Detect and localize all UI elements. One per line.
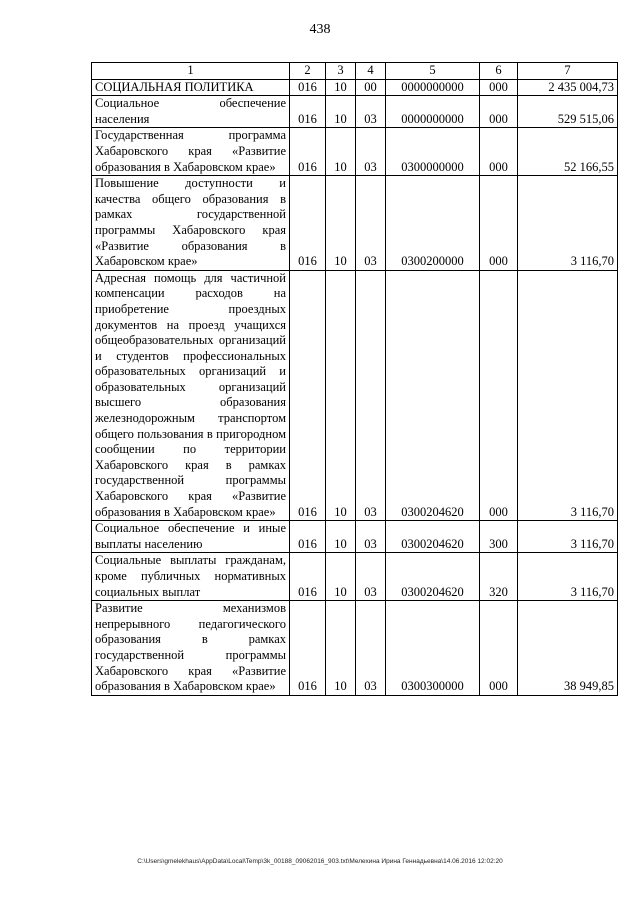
section-code-cell: 10 (326, 176, 356, 271)
section-code-cell: 10 (326, 128, 356, 176)
amount-cell: 3 116,70 (518, 270, 618, 521)
expense-type-cell: 300 (480, 521, 518, 553)
column-header: 7 (518, 63, 618, 80)
column-header-row (92, 63, 618, 80)
target-article-cell: 0000000000 (386, 79, 480, 96)
amount-cell: 3 116,70 (518, 176, 618, 271)
ministry-code-cell: 016 (290, 96, 326, 128)
subsection-code-cell: 03 (356, 176, 386, 271)
ministry-code-cell: 016 (290, 128, 326, 176)
expense-type-cell: 000 (480, 176, 518, 271)
target-article-cell: 0000000000 (386, 96, 480, 128)
column-header: 6 (480, 63, 518, 80)
subsection-code-cell: 03 (356, 553, 386, 601)
expense-type-cell: 000 (480, 79, 518, 96)
amount-cell: 3 116,70 (518, 521, 618, 553)
row-name-cell: Адресная помощь для частичной компенсации расходов на приобретение проездных документов на проезд учащихся общеобразовательных организаций и студентов профессиональных образовательных организаций и образовательных организаций высшего образования железнодорожным транспортом общего пользования в пригородном сообщении по территории Хабаровского края в рамках государственной программы Хабаровского края «Развитие образования в Хабаровском крае» (92, 270, 290, 521)
amount-cell: 3 116,70 (518, 553, 618, 601)
subsection-code-cell: 03 (356, 521, 386, 553)
ministry-code-cell: 016 (290, 521, 326, 553)
amount-cell: 52 166,55 (518, 128, 618, 176)
target-article-cell: 0300000000 (386, 128, 480, 176)
subsection-code-cell: 03 (356, 601, 386, 696)
column-header: 4 (356, 63, 386, 80)
row-name-cell: Социальное обеспечение населения (92, 96, 290, 128)
row-name-cell: Социальное обеспечение и иные выплаты населению (92, 521, 290, 553)
column-header: 3 (326, 63, 356, 80)
expense-type-cell: 000 (480, 601, 518, 696)
row-name-cell: Государственная программа Хабаровского края «Развитие образования в Хабаровском крае» (92, 128, 290, 176)
section-code-cell: 10 (326, 96, 356, 128)
subsection-code-cell: 03 (356, 96, 386, 128)
target-article-cell: 0300204620 (386, 553, 480, 601)
table-row (92, 553, 618, 601)
target-article-cell: 0300204620 (386, 270, 480, 521)
target-article-cell: 0300300000 (386, 601, 480, 696)
column-header: 5 (386, 63, 480, 80)
column-header: 1 (92, 63, 290, 80)
column-header: 2 (290, 63, 326, 80)
amount-cell: 38 949,85 (518, 601, 618, 696)
row-name-cell: Социальные выплаты гражданам, кроме публичных нормативных социальных выплат (92, 553, 290, 601)
expense-type-cell: 000 (480, 128, 518, 176)
file-path-footer: C:\Users\gmelekhaus\AppData\Local\Temp\3k_00188_09062016_903.txt\Мелехина Ирина Геннадьевна\14.06.2016 12:02:20 (137, 858, 503, 865)
section-code-cell: 10 (326, 521, 356, 553)
section-code-cell: 10 (326, 553, 356, 601)
row-name-cell: Развитие механизмов непрерывного педагогического образования в рамках государственной программы Хабаровского края «Развитие образования в Хабаровском крае» (92, 601, 290, 696)
section-code-cell: 10 (326, 79, 356, 96)
expense-type-cell: 320 (480, 553, 518, 601)
ministry-code-cell: 016 (290, 601, 326, 696)
subsection-code-cell: 03 (356, 128, 386, 176)
table-row (92, 176, 618, 271)
subsection-code-cell: 00 (356, 79, 386, 96)
target-article-cell: 0300200000 (386, 176, 480, 271)
expense-type-cell: 000 (480, 96, 518, 128)
ministry-code-cell: 016 (290, 79, 326, 96)
ministry-code-cell: 016 (290, 176, 326, 271)
target-article-cell: 0300204620 (386, 521, 480, 553)
table-row (92, 521, 618, 553)
ministry-code-cell: 016 (290, 553, 326, 601)
table-row (92, 128, 618, 176)
section-code-cell: 10 (326, 270, 356, 521)
table-row (92, 270, 618, 521)
amount-cell: 2 435 004,73 (518, 79, 618, 96)
table-row (92, 601, 618, 696)
table-row (92, 79, 618, 96)
budget-table (91, 62, 618, 696)
expense-type-cell: 000 (480, 270, 518, 521)
row-name-cell: СОЦИАЛЬНАЯ ПОЛИТИКА (92, 79, 290, 96)
page-number: 438 (309, 22, 331, 37)
section-code-cell: 10 (326, 601, 356, 696)
amount-cell: 529 515,06 (518, 96, 618, 128)
row-name-cell: Повышение доступности и качества общего образования в рамках государственной программы Хабаровского края «Развитие образования в Хабаровском крае» (92, 176, 290, 271)
subsection-code-cell: 03 (356, 270, 386, 521)
ministry-code-cell: 016 (290, 270, 326, 521)
table-row (92, 96, 618, 128)
